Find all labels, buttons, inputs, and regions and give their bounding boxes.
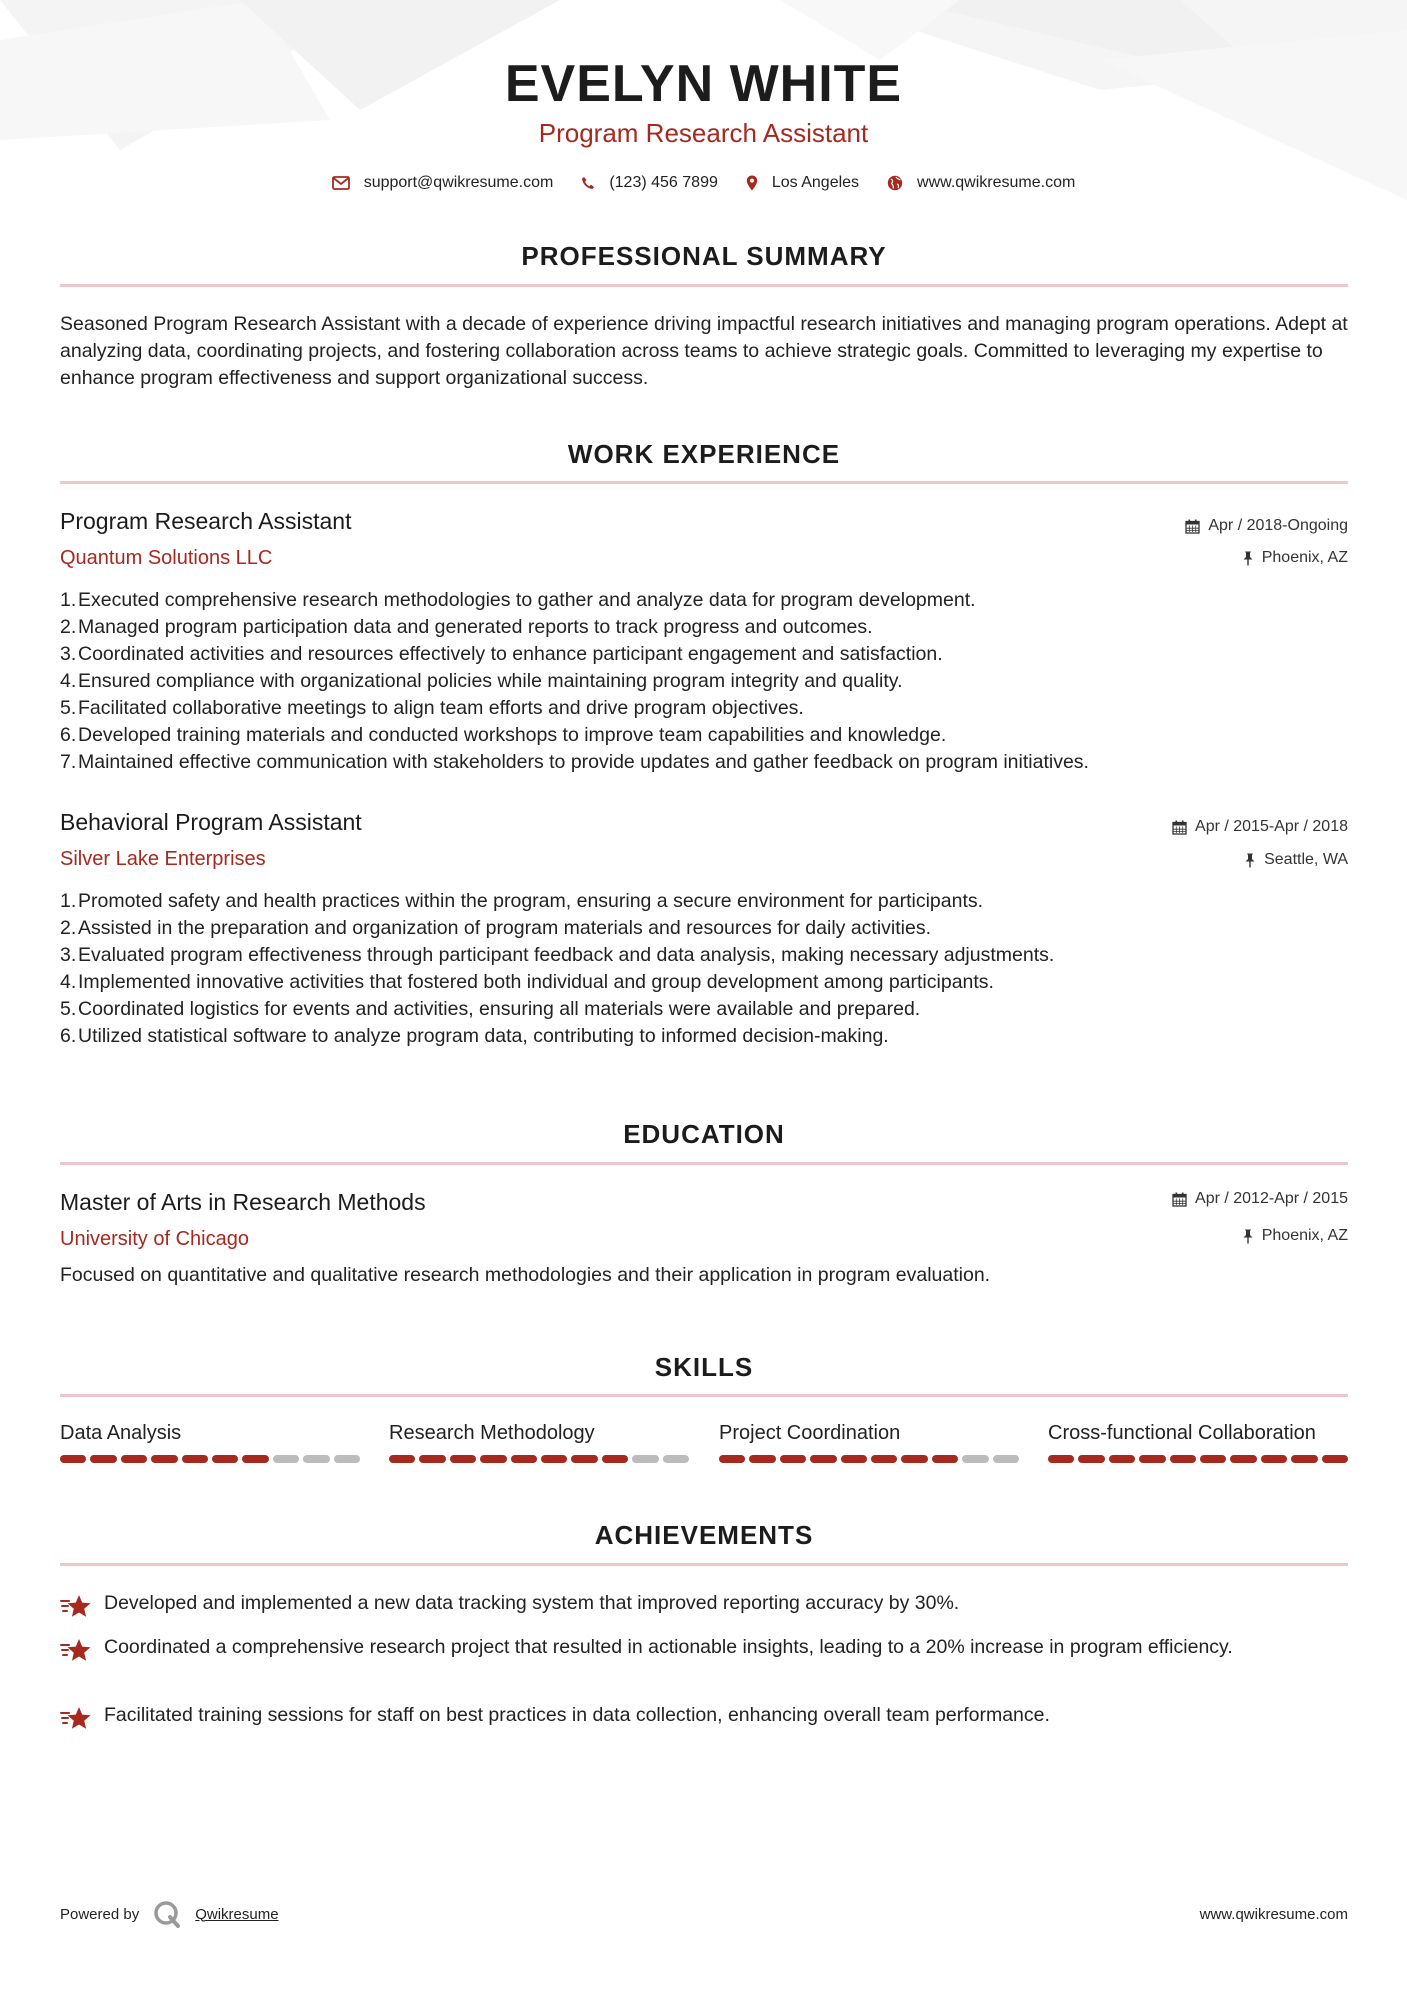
- list-item: 1.Executed comprehensive research methodologies to gather and analyze data for program development.: [60, 589, 976, 611]
- skill-segment-filled: [151, 1455, 177, 1463]
- education-heading: EDUCATION: [623, 1119, 785, 1149]
- summary-divider: [60, 284, 1348, 287]
- contact-bar: [0, 174, 1407, 192]
- skill-segment-filled: [212, 1455, 238, 1463]
- skill-research-methodology: [389, 1423, 689, 1463]
- education-location: [1242, 1228, 1348, 1244]
- qwikresume-logo-icon: [153, 1900, 183, 1928]
- calendar-icon: [1172, 820, 1187, 835]
- skill-segment-filled: [780, 1455, 806, 1463]
- achievement-text: Developed and implemented a new data tracking system that improved reporting accuracy by 30%.: [104, 1592, 960, 1614]
- skill-segment-filled: [1170, 1455, 1196, 1463]
- skill-segment-filled: [1291, 1455, 1317, 1463]
- skill-segment-filled: [182, 1455, 208, 1463]
- contact-phone-text: (123) 456 7899: [609, 174, 718, 191]
- envelope-icon: [332, 176, 350, 190]
- list-item: 3.Evaluated program effectiveness through participant feedback and data analysis, making necessary adjustments.: [60, 944, 1055, 966]
- skill-segment-filled: [60, 1455, 86, 1463]
- skill-cross-functional-collaboration: [1048, 1423, 1348, 1463]
- list-item: 5.Coordinated logistics for events and activities, ensuring all materials were available and prepared.: [60, 998, 921, 1020]
- skill-name: Cross-functional Collaboration: [1048, 1422, 1316, 1444]
- skill-segment-filled: [719, 1455, 745, 1463]
- education-location-text: Phoenix, AZ: [1261, 1227, 1348, 1244]
- education-description: Focused on quantitative and qualitative research methodologies and their application in program evaluation.: [60, 1264, 991, 1286]
- contact-location-text: Los Angeles: [771, 174, 860, 191]
- skill-segment-filled: [90, 1455, 116, 1463]
- skill-segment-empty: [663, 1455, 689, 1463]
- skill-segment-filled: [541, 1455, 567, 1463]
- job-1-location-text: Phoenix, AZ: [1261, 549, 1348, 566]
- skill-level-bar: [389, 1455, 689, 1463]
- skill-segment-filled: [932, 1455, 958, 1463]
- education-dates-text: Apr / 2012-Apr / 2015: [1195, 1190, 1348, 1207]
- globe-icon: [887, 175, 903, 191]
- skill-segment-empty: [632, 1455, 658, 1463]
- skill-segment-filled: [1139, 1455, 1165, 1463]
- job-1-company: Quantum Solutions LLC: [60, 547, 273, 569]
- job-2-dates-text: Apr / 2015-Apr / 2018: [1195, 818, 1348, 835]
- achievements-heading: ACHIEVEMENTS: [594, 1520, 814, 1550]
- skill-segment-filled: [1078, 1455, 1104, 1463]
- candidate-title: Program Research Assistant: [538, 118, 869, 148]
- skill-name: Project Coordination: [719, 1422, 901, 1444]
- job-2-location-text: Seattle, WA: [1264, 851, 1348, 868]
- job-1-role: Program Research Assistant: [60, 508, 352, 534]
- summary-heading: PROFESSIONAL SUMMARY: [521, 241, 887, 271]
- job-2-role: Behavioral Program Assistant: [60, 809, 362, 835]
- skill-segment-filled: [480, 1455, 506, 1463]
- footer-website[interactable]: www.qwikresume.com: [1199, 1906, 1348, 1923]
- star-icon: [60, 1638, 92, 1664]
- list-item: 7.Maintained effective communication with stakeholders to provide updates and gather feedback on program initiatives.: [60, 751, 1089, 773]
- skill-segment-filled: [242, 1455, 268, 1463]
- achievement-item: [60, 1634, 1348, 1664]
- map-marker-icon: [746, 175, 758, 191]
- experience-heading: WORK EXPERIENCE: [567, 439, 841, 469]
- skill-segment-empty: [962, 1455, 988, 1463]
- summary-text: Seasoned Program Research Assistant with a decade of experience driving impactful research initiatives and managing program operations. Adept at analyzing data, coordinating projects, and fostering collaboration across teams to achieve strategic goals. Committed to leveraging my expertise to enhance program effectiveness and support organizational success.: [60, 313, 1348, 389]
- job-2-location: [1244, 852, 1348, 868]
- pin-icon: [1244, 853, 1256, 868]
- skill-segment-empty: [334, 1455, 360, 1463]
- skill-segment-filled: [1261, 1455, 1287, 1463]
- skill-level-bar: [60, 1455, 360, 1463]
- candidate-name: EVELYN WHITE: [504, 55, 903, 113]
- skill-segment-empty: [303, 1455, 329, 1463]
- skill-segment-filled: [389, 1455, 415, 1463]
- skill-segment-filled: [1230, 1455, 1256, 1463]
- skill-level-bar: [1048, 1455, 1348, 1463]
- job-2-duties: [60, 888, 1348, 1050]
- achievement-item: [60, 1590, 1348, 1620]
- calendar-icon: [1172, 1192, 1187, 1207]
- contact-email-text: support@qwikresume.com: [363, 174, 554, 191]
- skill-segment-filled: [1200, 1455, 1226, 1463]
- star-icon: [60, 1594, 92, 1620]
- list-item: 4.Implemented innovative activities that fostered both individual and group development among participants.: [60, 971, 994, 993]
- pin-icon: [1242, 551, 1254, 566]
- contact-location: [746, 174, 859, 192]
- job-1-duties: [60, 587, 1348, 776]
- list-item: 6.Utilized statistical software to analyze program data, contributing to informed decision-making.: [60, 1025, 889, 1047]
- pin-icon: [1242, 1229, 1254, 1244]
- skill-name: Data Analysis: [60, 1422, 182, 1444]
- qwikresume-link[interactable]: Qwikresume: [195, 1905, 279, 1923]
- list-item: 3.Coordinated activities and resources effectively to enhance participant engagement and satisfaction.: [60, 643, 943, 665]
- job-1-location: [1242, 550, 1348, 566]
- skill-segment-filled: [450, 1455, 476, 1463]
- skill-segment-filled: [841, 1455, 867, 1463]
- calendar-icon: [1185, 519, 1200, 534]
- job-2-dates: [1172, 819, 1348, 835]
- experience-divider: [60, 481, 1348, 484]
- list-item: 5.Facilitated collaborative meetings to align team efforts and drive program objectives.: [60, 697, 804, 719]
- powered-by-label: Powered by: [60, 1905, 140, 1923]
- list-item: 6.Developed training materials and conducted workshops to improve team capabilities and knowledge.: [60, 724, 947, 746]
- skill-name: Research Methodology: [389, 1422, 595, 1444]
- list-item: 2.Assisted in the preparation and organization of program materials and resources for daily activities.: [60, 917, 932, 939]
- footer-powered-by: [60, 1900, 279, 1928]
- achievements-divider: [60, 1563, 1348, 1566]
- skill-level-bar: [719, 1455, 1019, 1463]
- job-1-dates-text: Apr / 2018-Ongoing: [1208, 517, 1348, 534]
- education-dates: [1172, 1191, 1348, 1207]
- education-school: University of Chicago: [60, 1228, 249, 1250]
- skill-segment-filled: [749, 1455, 775, 1463]
- skill-segment-filled: [1109, 1455, 1135, 1463]
- contact-email[interactable]: [332, 174, 554, 192]
- skill-segment-filled: [901, 1455, 927, 1463]
- skill-segment-filled: [871, 1455, 897, 1463]
- list-item: 2.Managed program participation data and generated reports to track progress and outcomes.: [60, 616, 873, 638]
- achievement-item: [60, 1702, 1348, 1732]
- education-degree: Master of Arts in Research Methods: [60, 1189, 426, 1215]
- skills-heading: SKILLS: [654, 1352, 754, 1382]
- skill-segment-filled: [511, 1455, 537, 1463]
- skill-segment-filled: [1322, 1455, 1348, 1463]
- skills-divider: [60, 1394, 1348, 1397]
- skill-segment-filled: [121, 1455, 147, 1463]
- skill-segment-filled: [419, 1455, 445, 1463]
- skill-segment-filled: [602, 1455, 628, 1463]
- contact-website-text: www.qwikresume.com: [917, 174, 1076, 191]
- contact-website[interactable]: [887, 174, 1075, 192]
- skill-segment-filled: [571, 1455, 597, 1463]
- skill-segment-filled: [810, 1455, 836, 1463]
- phone-icon: [581, 176, 595, 190]
- job-2-company: Silver Lake Enterprises: [60, 848, 266, 870]
- skill-segment-filled: [1048, 1455, 1074, 1463]
- list-item: 1.Promoted safety and health practices within the program, ensuring a secure environment for participants.: [60, 890, 984, 912]
- education-divider: [60, 1162, 1348, 1165]
- job-1-dates: [1185, 518, 1348, 534]
- skill-project-coordination: [719, 1423, 1019, 1463]
- star-icon: [60, 1706, 92, 1732]
- skill-data-analysis: [60, 1423, 360, 1463]
- skill-segment-empty: [273, 1455, 299, 1463]
- achievement-text: Facilitated training sessions for staff on best practices in data collection, enhancing overall team performance.: [104, 1704, 1050, 1726]
- contact-phone[interactable]: [581, 174, 718, 192]
- skill-segment-empty: [993, 1455, 1019, 1463]
- list-item: 4.Ensured compliance with organizational policies while maintaining program integrity and quality.: [60, 670, 903, 692]
- achievement-text: Coordinated a comprehensive research project that resulted in actionable insights, leading to a 20% increase in program efficiency.: [104, 1636, 1233, 1658]
